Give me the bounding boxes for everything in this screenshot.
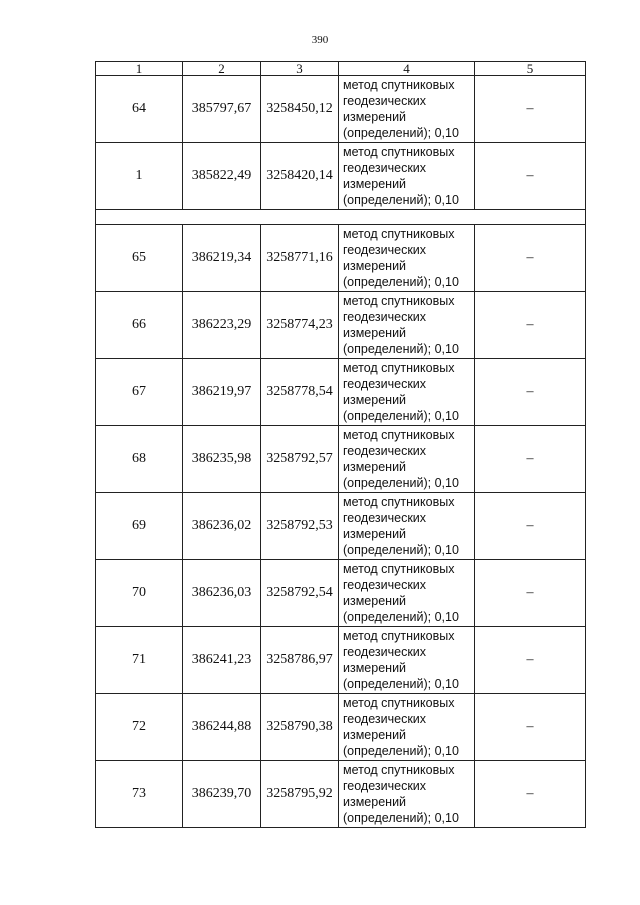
- section-separator-cell: [96, 210, 586, 225]
- method-description: метод спутниковых геодезических измерений (определений); 0,10: [339, 76, 475, 143]
- note-cell: –: [475, 761, 586, 828]
- point-number: 67: [96, 359, 183, 426]
- note-cell: –: [475, 76, 586, 143]
- coordinates-table: [95, 61, 586, 828]
- note-cell: –: [475, 292, 586, 359]
- method-description: метод спутниковых геодезических измерений (определений); 0,10: [339, 426, 475, 493]
- point-number: 1: [96, 143, 183, 210]
- method-description: метод спутниковых геодезических измерений (определений); 0,10: [339, 627, 475, 694]
- column-header: 1: [96, 62, 183, 76]
- x-coordinate: 386239,70: [183, 761, 261, 828]
- y-coordinate: 3258792,57: [261, 426, 339, 493]
- table-row: [96, 627, 586, 694]
- table-row: [96, 493, 586, 560]
- note-cell: –: [475, 143, 586, 210]
- point-number: 73: [96, 761, 183, 828]
- table-header-row: [96, 62, 586, 76]
- section-separator-row: [96, 210, 586, 225]
- table-row: [96, 694, 586, 761]
- x-coordinate: 386236,03: [183, 560, 261, 627]
- y-coordinate: 3258795,92: [261, 761, 339, 828]
- point-number: 71: [96, 627, 183, 694]
- note-cell: –: [475, 694, 586, 761]
- table-row: [96, 426, 586, 493]
- table-row: [96, 143, 586, 210]
- y-coordinate: 3258792,53: [261, 493, 339, 560]
- method-description: метод спутниковых геодезических измерений (определений); 0,10: [339, 225, 475, 292]
- y-coordinate: 3258774,23: [261, 292, 339, 359]
- table-row: [96, 359, 586, 426]
- x-coordinate: 386223,29: [183, 292, 261, 359]
- x-coordinate: 386235,98: [183, 426, 261, 493]
- method-description: метод спутниковых геодезических измерений (определений); 0,10: [339, 560, 475, 627]
- point-number: 70: [96, 560, 183, 627]
- x-coordinate: 386219,97: [183, 359, 261, 426]
- x-coordinate: 386241,23: [183, 627, 261, 694]
- method-description: метод спутниковых геодезических измерений (определений); 0,10: [339, 292, 475, 359]
- column-header: 3: [261, 62, 339, 76]
- y-coordinate: 3258790,38: [261, 694, 339, 761]
- method-description: метод спутниковых геодезических измерений (определений); 0,10: [339, 694, 475, 761]
- method-description: метод спутниковых геодезических измерений (определений); 0,10: [339, 493, 475, 560]
- point-number: 66: [96, 292, 183, 359]
- y-coordinate: 3258420,14: [261, 143, 339, 210]
- column-header: 4: [339, 62, 475, 76]
- x-coordinate: 386244,88: [183, 694, 261, 761]
- page-number: 390: [311, 34, 329, 46]
- y-coordinate: 3258786,97: [261, 627, 339, 694]
- note-cell: –: [475, 225, 586, 292]
- note-cell: –: [475, 560, 586, 627]
- note-cell: –: [475, 426, 586, 493]
- note-cell: –: [475, 627, 586, 694]
- x-coordinate: 386219,34: [183, 225, 261, 292]
- point-number: 69: [96, 493, 183, 560]
- y-coordinate: 3258771,16: [261, 225, 339, 292]
- column-header: 5: [475, 62, 586, 76]
- y-coordinate: 3258792,54: [261, 560, 339, 627]
- column-header: 2: [183, 62, 261, 76]
- table-row: [96, 225, 586, 292]
- x-coordinate: 385797,67: [183, 76, 261, 143]
- method-description: метод спутниковых геодезических измерений (определений); 0,10: [339, 761, 475, 828]
- method-description: метод спутниковых геодезических измерений (определений); 0,10: [339, 359, 475, 426]
- table-row: [96, 292, 586, 359]
- note-cell: –: [475, 493, 586, 560]
- point-number: 64: [96, 76, 183, 143]
- x-coordinate: 385822,49: [183, 143, 261, 210]
- y-coordinate: 3258778,54: [261, 359, 339, 426]
- x-coordinate: 386236,02: [183, 493, 261, 560]
- table-row: [96, 76, 586, 143]
- method-description: метод спутниковых геодезических измерений (определений); 0,10: [339, 143, 475, 210]
- point-number: 72: [96, 694, 183, 761]
- point-number: 65: [96, 225, 183, 292]
- table-row: [96, 761, 586, 828]
- y-coordinate: 3258450,12: [261, 76, 339, 143]
- point-number: 68: [96, 426, 183, 493]
- table-row: [96, 560, 586, 627]
- note-cell: –: [475, 359, 586, 426]
